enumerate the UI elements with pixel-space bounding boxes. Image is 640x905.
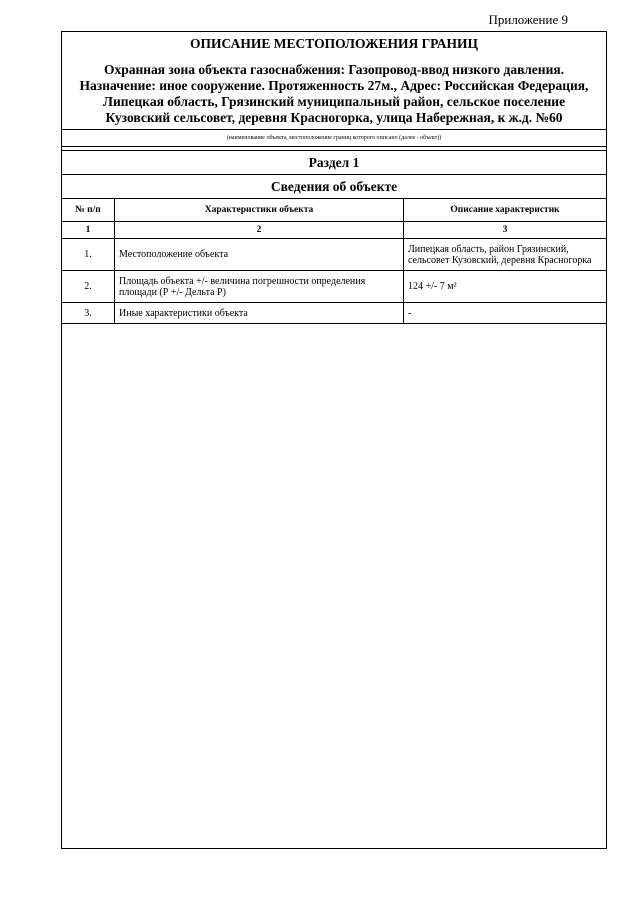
section-title: Раздел 1 xyxy=(62,151,606,175)
header-num: № п/п xyxy=(62,199,115,222)
row-description: Липецкая область, район Грязинский, сельсовет Кузовский, деревня Красногорка xyxy=(404,239,607,271)
appendix-label: Приложение 9 xyxy=(488,12,568,27)
row-num: 1. xyxy=(62,239,115,271)
header-description: Описание характеристик xyxy=(404,199,607,222)
object-description: Охранная зона объекта газоснабжения: Газопровод-ввод низкого давления. Назначение: иное сооружение. Протяженность 27м., Адрес: Российская Федерация, Липецкая область, Грязинский муниципальный район, сельское поселение Кузовский сельсовет, деревня Красногорка, улица Набережная, к ж.д. №60 xyxy=(79,62,589,125)
table-row xyxy=(62,271,606,303)
table-header-row xyxy=(62,199,606,222)
header-characteristic: Характеристики объекта xyxy=(115,199,404,222)
table-row xyxy=(62,303,606,324)
row-characteristic: Площадь объекта +/- величина погрешности определения площади (Р +/- Дельта Р) xyxy=(115,271,404,303)
table-row xyxy=(62,239,606,271)
title-block xyxy=(62,32,606,130)
row-description: 124 +/- 7 м² xyxy=(404,271,607,303)
document-frame xyxy=(61,31,607,849)
row-num: 2. xyxy=(62,271,115,303)
column-number: 1 xyxy=(62,222,115,239)
row-characteristic: Иные характеристики объекта xyxy=(115,303,404,324)
row-num: 3. xyxy=(62,303,115,324)
document-title: ОПИСАНИЕ МЕСТОПОЛОЖЕНИЯ ГРАНИЦ xyxy=(190,36,478,51)
column-number-row xyxy=(62,222,606,239)
column-number: 3 xyxy=(404,222,607,239)
object-info-table xyxy=(62,199,606,324)
object-caption: (наименование объекта, местоположение границ которого описано (далее - объект)) xyxy=(62,130,606,147)
row-description: - xyxy=(404,303,607,324)
section-subtitle: Сведения об объекте xyxy=(62,175,606,199)
row-characteristic: Местоположение объекта xyxy=(115,239,404,271)
column-number: 2 xyxy=(115,222,404,239)
